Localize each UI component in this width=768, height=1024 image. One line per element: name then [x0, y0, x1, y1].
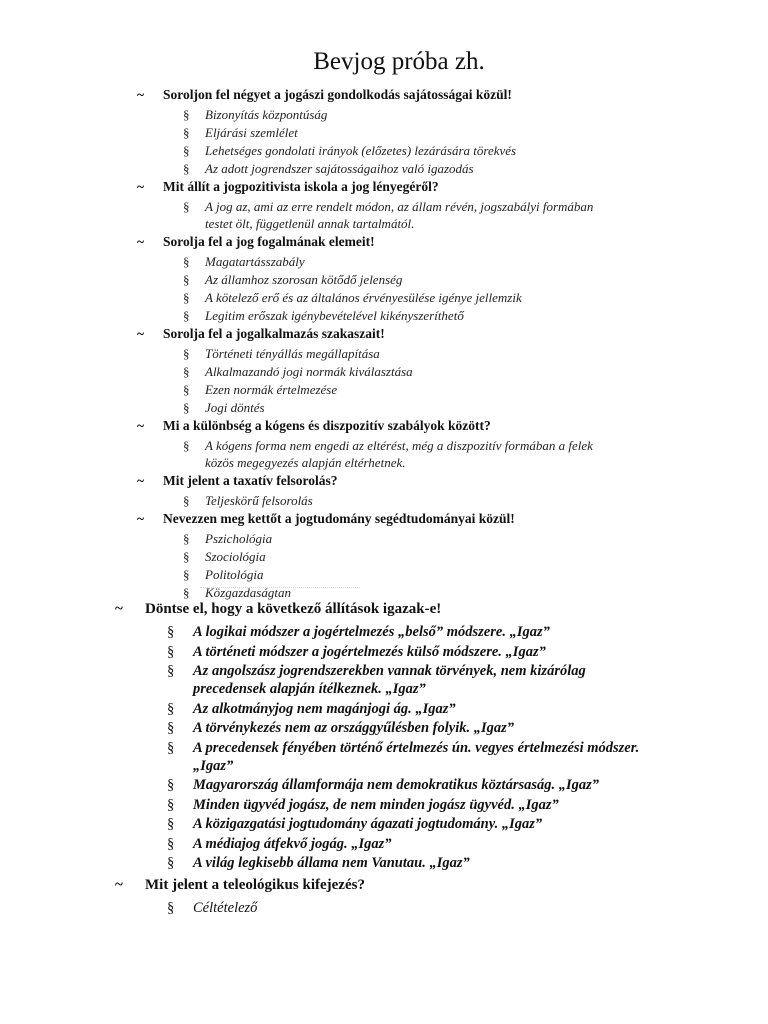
- answer-text: A törvénykezés nem az országgyűlésben folyik. „Igaz”: [193, 720, 515, 736]
- question-marker: ~: [137, 511, 145, 526]
- answer-marker: §: [183, 400, 190, 415]
- answer-line: [183, 567, 264, 583]
- answer-line: [183, 143, 517, 159]
- page-title: Bevjog próba zh.: [313, 48, 485, 75]
- answer-text: Ezen normák értelmezése: [205, 382, 338, 397]
- answer-marker: §: [183, 125, 190, 140]
- question-text: Sorolja fel a jog fogalmának elemeit!: [163, 234, 375, 249]
- answer-line: [167, 816, 543, 833]
- answer-text: A médiajog átfekvő jogág. „Igaz”: [193, 835, 392, 852]
- answer-line: [167, 835, 392, 853]
- answer-line: [183, 493, 313, 509]
- answer-text: Magyarország államformája nem demokratikus köztársaság. „Igaz”: [193, 777, 600, 793]
- answer-text: precedensek alapján ítélkeznek. „Igaz”: [193, 681, 426, 697]
- answer-line: [183, 161, 474, 177]
- answer-line: [183, 308, 464, 324]
- answer-text: Történeti tényállás megállapítása: [205, 346, 380, 361]
- question: [137, 234, 375, 250]
- answer-line: [183, 382, 338, 398]
- answer-marker: §: [183, 585, 190, 600]
- answer-marker: §: [167, 663, 175, 679]
- answer-line: [183, 364, 413, 380]
- answer-line: [167, 700, 456, 718]
- answer-text: „Igaz”: [193, 757, 234, 774]
- answer-text: Az alkotmányjog nem magánjogi ág. „Igaz”: [193, 700, 456, 717]
- answer-line: [167, 855, 470, 872]
- question: [137, 326, 385, 342]
- question-text: Mi a különbség a kógens és diszpozitív szabályok között?: [163, 418, 491, 433]
- answer-marker: §: [167, 835, 175, 852]
- answer-line: [183, 549, 266, 565]
- question-marker: ~: [137, 234, 145, 249]
- answer-text: Alkalmazandó jogi normák kiválasztása: [205, 364, 413, 379]
- answer-line: [205, 455, 405, 471]
- question-marker: ~: [137, 326, 145, 341]
- answer-text: Magatartásszabály: [205, 254, 305, 269]
- answer-text: testet ölt, függetlenül annak tartalmától.: [205, 216, 415, 231]
- answer-marker: §: [183, 382, 190, 397]
- answer-line: [183, 254, 305, 270]
- answer-line: [183, 438, 593, 454]
- answer-marker: §: [183, 549, 190, 564]
- answer-marker: §: [183, 438, 190, 453]
- answer-line: [167, 624, 550, 641]
- answer-marker: §: [167, 624, 175, 640]
- question-marker: ~: [115, 876, 123, 893]
- answer-marker: §: [167, 700, 175, 717]
- question-marker: ~: [137, 179, 145, 194]
- answer-marker: §: [183, 493, 190, 508]
- answer-text: közös megegyezés alapján eltérhetnek.: [205, 455, 406, 470]
- answer-text: A világ legkisebb állama nem Vanutau. „Igaz”: [193, 855, 470, 871]
- answer-marker: §: [183, 107, 190, 122]
- answer-marker: §: [183, 567, 190, 582]
- answer-line: [167, 643, 546, 661]
- answer-text: A kógens forma nem engedi az eltérést, még a diszpozitív formában a felek: [205, 438, 593, 453]
- answer-marker: §: [167, 796, 175, 813]
- answer-line: [183, 125, 298, 141]
- answer-marker: §: [167, 739, 175, 756]
- answer-text: Közgazdaságtan: [205, 585, 291, 600]
- answer-line: [167, 720, 515, 737]
- question: [137, 179, 439, 195]
- answer-marker: §: [167, 643, 175, 660]
- answer-line: [183, 346, 380, 362]
- answer-text: Lehetséges gondolati irányok (előzetes) lezárására törekvés: [205, 143, 517, 158]
- answer-text: A logikai módszer a jogértelmezés „belső” módszere. „Igaz”: [193, 624, 550, 640]
- answer-text: Teljeskörű felsorolás: [205, 493, 313, 508]
- answer-marker: §: [167, 855, 175, 871]
- answer-marker: §: [183, 161, 190, 176]
- answer-marker: §: [183, 199, 190, 214]
- answer-marker: §: [167, 899, 175, 916]
- answer-marker: §: [183, 346, 190, 361]
- question: [137, 418, 491, 434]
- answer-text: Jogi döntés: [205, 400, 265, 415]
- answer-line: [205, 216, 414, 232]
- question-marker: ~: [115, 601, 123, 617]
- question-marker: ~: [137, 418, 145, 433]
- answer-text: Pszichológia: [205, 531, 273, 546]
- answer-line: [167, 796, 559, 814]
- answer-marker: §: [183, 254, 190, 269]
- answer-text: A kötelező erő és az általános érvényesülése igénye jellemzik: [205, 290, 522, 305]
- answer-marker: §: [183, 290, 190, 305]
- question-text: Mit jelent a taxatív felsorolás?: [163, 473, 338, 488]
- answer-text: A precedensek fényében történő értelmezés ún. vegyes értelmezési módszer.: [193, 739, 640, 756]
- answer-text: Eljárási szemlélet: [205, 125, 298, 140]
- answer-text: Szociológia: [205, 549, 266, 564]
- answer-marker: §: [183, 272, 190, 287]
- question-text: Mit állít a jogpozitivista iskola a jog lényegéről?: [163, 179, 439, 194]
- question: [137, 87, 512, 103]
- question: [137, 511, 515, 527]
- answer-text: Az államhoz szorosan kötődő jelenség: [205, 272, 403, 287]
- answer-marker: §: [183, 308, 190, 323]
- question-marker: ~: [137, 473, 145, 488]
- answer-line: [183, 531, 273, 547]
- answer-text: A történeti módszer a jogértelmezés külső módszere. „Igaz”: [193, 643, 546, 660]
- question-text: Nevezzen meg kettőt a jogtudomány segédtudományai közül!: [163, 511, 515, 526]
- question-text: Sorolja fel a jogalkalmazás szakaszait!: [163, 326, 385, 341]
- answer-line: [167, 663, 586, 680]
- answer-line: [193, 681, 426, 698]
- question: [115, 601, 442, 618]
- question-text: Döntse el, hogy a következő állítások igazak-e!: [145, 601, 442, 617]
- answer-line: [167, 739, 640, 757]
- answer-marker: §: [167, 816, 175, 832]
- answer-marker: §: [167, 777, 175, 793]
- question: [115, 876, 365, 894]
- answer-line: [183, 199, 594, 215]
- answer-text: Bizonyítás központúság: [205, 107, 328, 122]
- answer-marker: §: [167, 720, 175, 736]
- answer-line: [183, 290, 522, 306]
- answer-marker: §: [183, 531, 190, 546]
- answer-line: [193, 758, 233, 775]
- answer-marker: §: [183, 364, 190, 379]
- answer-line: [183, 400, 265, 416]
- answer-line: [167, 777, 600, 794]
- question: [137, 473, 338, 489]
- answer-text: Minden ügyvéd jogász, de nem minden jogász ügyvéd. „Igaz”: [193, 796, 559, 813]
- answer-text: Az adott jogrendszer sajátosságaihoz való igazodás: [205, 161, 474, 176]
- answer-line: [183, 272, 403, 288]
- question-marker: ~: [137, 87, 145, 102]
- answer-text: A jog az, ami az erre rendelt módon, az állam révén, jogszabályi formában: [205, 199, 594, 214]
- answer-text: Politológia: [205, 567, 264, 582]
- question-text: Mit jelent a teleológikus kifejezés?: [145, 876, 365, 893]
- answer-text: A közigazgatási jogtudomány ágazati jogtudomány. „Igaz”: [193, 816, 543, 832]
- answer-line: [183, 107, 328, 123]
- answer-text: Céltételező: [193, 899, 258, 916]
- question-text: Soroljon fel négyet a jogászi gondolkodás sajátosságai közül!: [163, 87, 512, 102]
- answer-line: [167, 899, 258, 917]
- faint-line-artifact: [200, 587, 360, 594]
- answer-text: Az angolszász jogrendszerekben vannak törvények, nem kizárólag: [193, 663, 586, 679]
- answer-marker: §: [183, 143, 190, 158]
- answer-text: Legitim erőszak igénybevételével kikényszeríthető: [205, 308, 464, 323]
